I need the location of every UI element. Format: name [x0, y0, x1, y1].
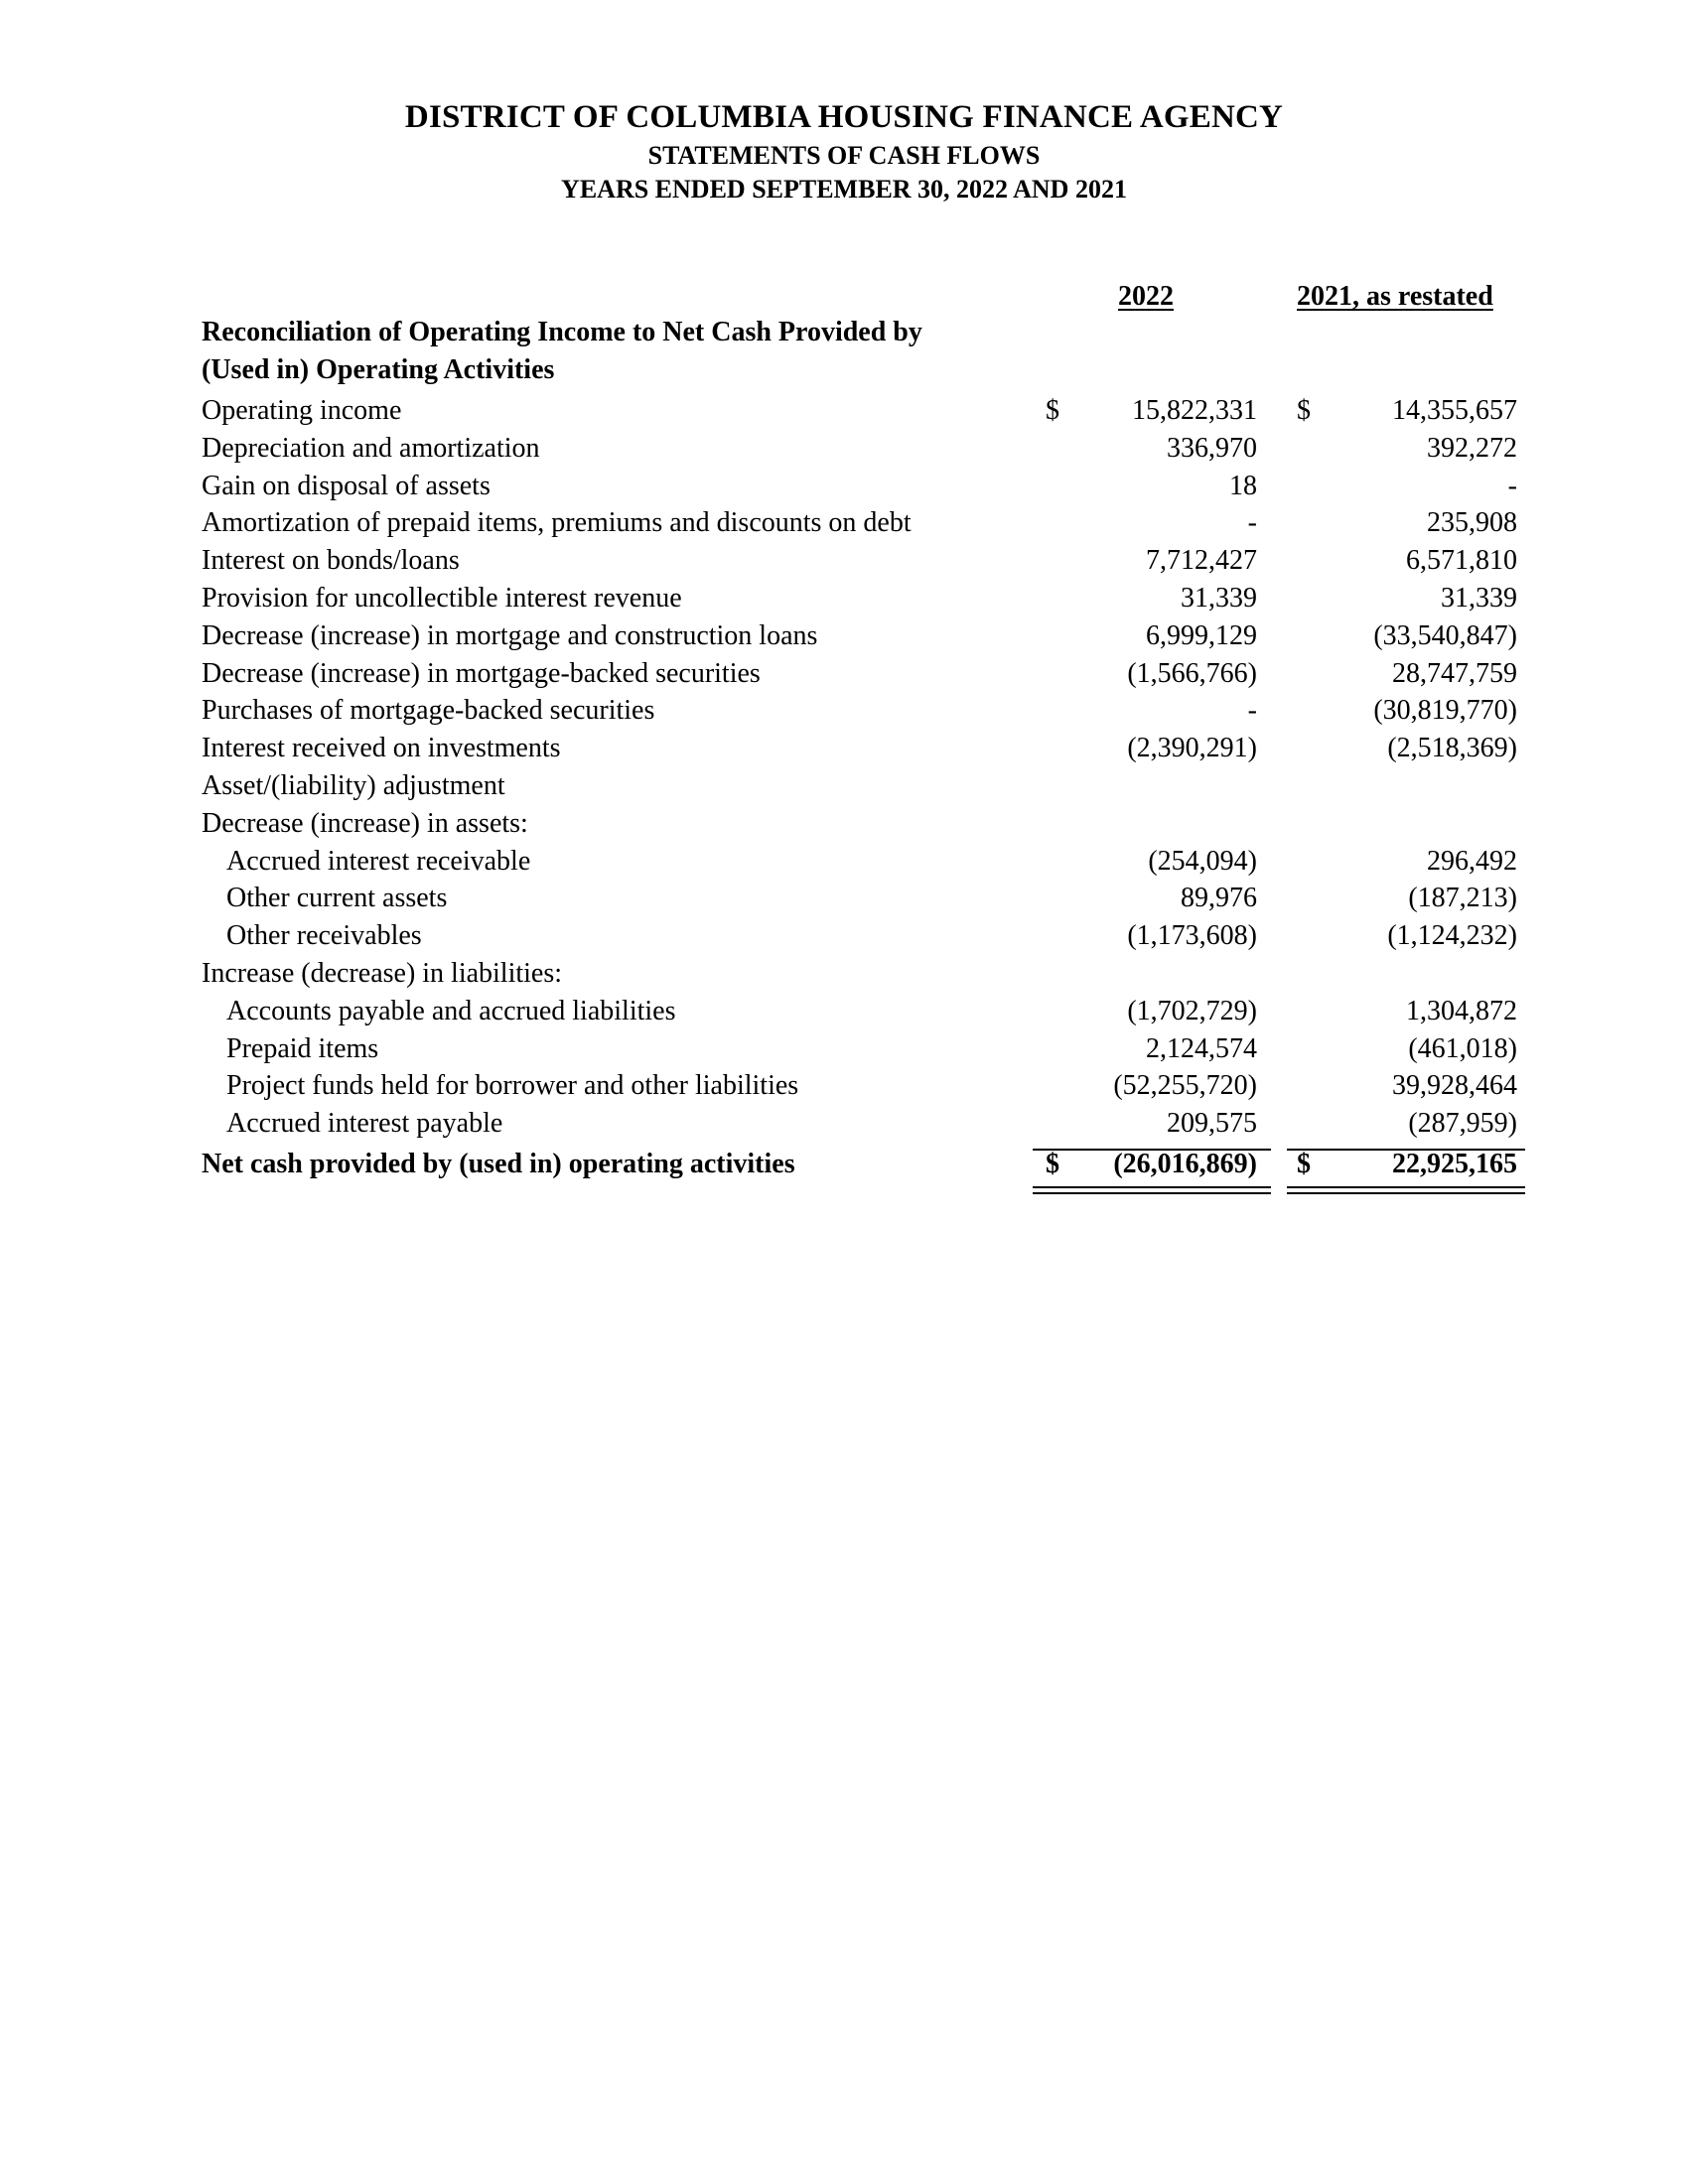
value-2021: 1,304,872 [1406, 996, 1517, 1026]
total-double-rule-2022-second [1033, 1192, 1271, 1194]
table-row [0, 955, 1688, 993]
table-row [0, 392, 1688, 430]
value-2022: 336,970 [1167, 433, 1257, 464]
table-row [0, 542, 1688, 580]
table-row [0, 655, 1688, 693]
currency-symbol: $ [1297, 1149, 1311, 1179]
row-label: Decrease (increase) in assets: [202, 808, 528, 839]
table-row [0, 617, 1688, 655]
statement-title: STATEMENTS OF CASH FLOWS [647, 141, 1041, 170]
value-2021: 39,928,464 [1392, 1070, 1517, 1101]
value-2022: - [1247, 507, 1257, 538]
value-2021: 296,492 [1427, 846, 1517, 877]
statement-period: YEARS ENDED SEPTEMBER 30, 2022 AND 2021 [561, 175, 1127, 204]
row-label: Amortization of prepaid items, premiums and discounts on debt [202, 507, 912, 538]
value-2022: 18 [1229, 471, 1257, 501]
value-2022: 7,712,427 [1146, 545, 1257, 576]
value-2021: 235,908 [1427, 507, 1517, 538]
value-2022: 6,999,129 [1146, 620, 1257, 651]
column-header-2021: 2021, as restated [1297, 281, 1493, 312]
agency-name: DISTRICT OF COLUMBIA HOUSING FINANCE AGENCY [404, 99, 1284, 135]
row-label: Operating income [202, 395, 402, 426]
section-title: Reconciliation of Operating Income to Net Cash Provided by [202, 317, 922, 347]
value-2021: 14,355,657 [1392, 395, 1517, 426]
value-2022: (52,255,720) [1113, 1070, 1257, 1101]
value-2021: (287,959) [1408, 1108, 1517, 1139]
currency-symbol: $ [1046, 395, 1059, 426]
value-2021: 6,571,810 [1406, 545, 1517, 576]
section-title-continued: (Used in) Operating Activities [202, 354, 555, 385]
row-label: Other receivables [226, 920, 422, 951]
value-2022: (26,016,869) [1113, 1149, 1257, 1179]
value-2022: 209,575 [1167, 1108, 1257, 1139]
table-row [0, 1030, 1688, 1068]
row-label: Interest received on investments [202, 733, 561, 763]
row-label: Depreciation and amortization [202, 433, 540, 464]
row-label: Net cash provided by (used in) operating activities [202, 1149, 795, 1179]
row-label: Decrease (increase) in mortgage-backed securities [202, 658, 761, 689]
value-2022: (1,566,766) [1127, 658, 1257, 689]
table-row [0, 917, 1688, 955]
value-2022: 89,976 [1181, 883, 1257, 913]
value-2022: 2,124,574 [1146, 1033, 1257, 1064]
row-label: Accounts payable and accrued liabilities [226, 996, 676, 1026]
row-label: Increase (decrease) in liabilities: [202, 958, 563, 989]
value-2022: (254,094) [1148, 846, 1257, 877]
value-2021: (2,518,369) [1387, 733, 1517, 763]
table-row [0, 843, 1688, 881]
table-row [0, 430, 1688, 468]
table-row [0, 805, 1688, 843]
table-row [0, 880, 1688, 917]
table-row [0, 993, 1688, 1030]
table-row [0, 1105, 1688, 1143]
total-row [0, 1146, 1688, 1183]
row-label: Gain on disposal of assets [202, 471, 491, 501]
row-label: Interest on bonds/loans [202, 545, 460, 576]
table-row [0, 1067, 1688, 1105]
value-2021: 31,339 [1441, 583, 1517, 614]
value-2021: - [1507, 471, 1517, 501]
total-double-rule-2022 [1033, 1186, 1271, 1188]
table-row [0, 692, 1688, 730]
currency-symbol: $ [1297, 395, 1311, 426]
value-2021: (30,819,770) [1373, 695, 1517, 726]
value-2021: (187,213) [1408, 883, 1517, 913]
value-2022: 31,339 [1181, 583, 1257, 614]
table-row [0, 730, 1688, 767]
row-label: Prepaid items [226, 1033, 379, 1064]
value-2021: (1,124,232) [1387, 920, 1517, 951]
table-row [0, 767, 1688, 805]
total-double-rule-2021 [1287, 1186, 1525, 1188]
column-header-2022: 2022 [1118, 281, 1174, 312]
value-2021: (33,540,847) [1373, 620, 1517, 651]
row-label: Other current assets [226, 883, 448, 913]
row-label: Asset/(liability) adjustment [202, 770, 505, 801]
value-2021: (461,018) [1408, 1033, 1517, 1064]
table-row [0, 468, 1688, 505]
value-2022: - [1247, 695, 1257, 726]
row-label: Accrued interest receivable [226, 846, 531, 877]
row-label: Decrease (increase) in mortgage and construction loans [202, 620, 818, 651]
value-2022: (1,702,729) [1127, 996, 1257, 1026]
value-2022: 15,822,331 [1132, 395, 1257, 426]
table-row [0, 580, 1688, 617]
value-2021: 28,747,759 [1392, 658, 1517, 689]
total-double-rule-2021-second [1287, 1192, 1525, 1194]
row-label: Provision for uncollectible interest revenue [202, 583, 682, 614]
table-row [0, 504, 1688, 542]
row-label: Purchases of mortgage-backed securities [202, 695, 655, 726]
currency-symbol: $ [1046, 1149, 1059, 1179]
value-2021: 392,272 [1427, 433, 1517, 464]
row-label: Project funds held for borrower and other liabilities [226, 1070, 799, 1101]
value-2021: 22,925,165 [1392, 1149, 1517, 1179]
row-label: Accrued interest payable [226, 1108, 503, 1139]
value-2022: (1,173,608) [1127, 920, 1257, 951]
value-2022: (2,390,291) [1127, 733, 1257, 763]
